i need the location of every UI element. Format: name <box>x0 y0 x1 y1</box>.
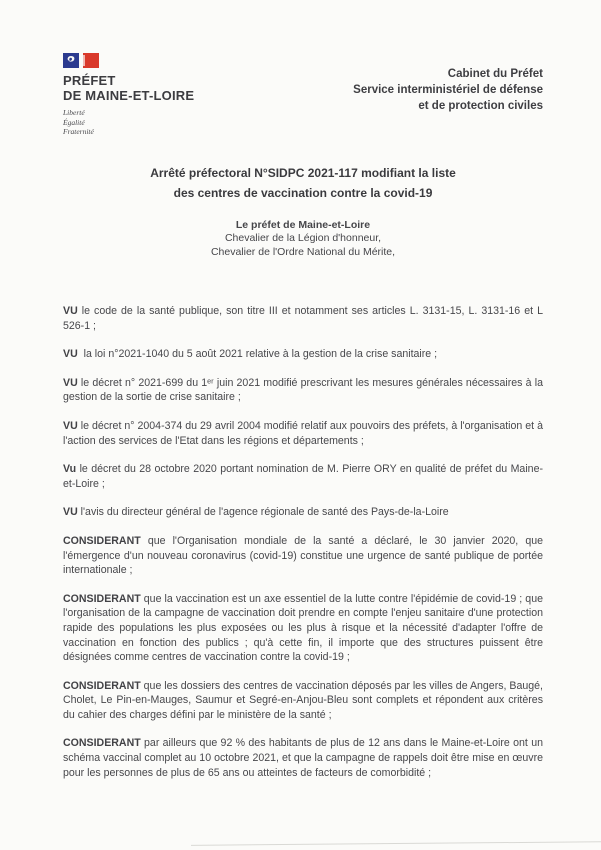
signing-authority <box>63 219 543 260</box>
republic-motto <box>63 108 243 137</box>
recital-paragraph-vu-5 <box>63 462 543 491</box>
recital-lead: CONSIDERANT <box>63 679 141 692</box>
scan-artifact-line <box>191 841 601 846</box>
recital-lead: CONSIDERANT <box>63 737 141 750</box>
recital-paragraph-considerant-1 <box>63 534 543 578</box>
document-title-line1: Arrêté préfectoral N°SIDPC 2021-117 modifiant la liste <box>150 165 456 180</box>
recital-lead: CONSIDERANT <box>63 534 141 547</box>
recital-lead: VU <box>63 305 78 317</box>
recital-paragraph-vu-3 <box>63 376 543 405</box>
recital-text: l'avis du directeur général de l'agence régionale de santé des Pays-de-la-Loire <box>80 506 449 519</box>
recital-lead: VU <box>63 506 78 519</box>
motto-fraternite: Fraternité <box>63 127 94 136</box>
recital-lead: VU <box>63 419 78 432</box>
recitals-section <box>63 304 543 780</box>
recital-paragraph-considerant-3 <box>63 679 543 723</box>
authority-title2: Chevalier de l'Ordre National du Mérite, <box>210 245 396 258</box>
motto-egalite: Égalité <box>63 117 85 127</box>
recital-text: le décret n° 2004-374 du 29 avril 2004 modifié relatif aux pouvoirs des préfets, à l'organisation et à l'action des services de l'Etat dans les régions et départements ; <box>63 419 543 447</box>
recital-paragraph-vu-4 <box>63 419 543 448</box>
recital-paragraph-considerant-2 <box>63 592 543 665</box>
recital-text: la loi n°2021-1040 du 5 août 2021 relative à la gestion de la crise sanitaire ; <box>83 348 438 361</box>
document-header <box>63 52 543 137</box>
office-line1: Cabinet du Préfet <box>447 68 543 80</box>
recital-lead: VU <box>63 348 78 361</box>
prefecture-name-line2: DE MAINE-ET-LOIRE <box>63 88 195 103</box>
recital-text: le décret n° 2021-699 du 1ᵉʳ juin 2021 modifié prescrivant les mesures générales nécessaires à la gestion de la sortie de crise sanitaire ; <box>63 376 543 404</box>
recital-lead: VU <box>63 376 78 389</box>
recital-text: que l'Organisation mondiale de la santé a déclaré, le 30 janvier 2020, que l'émergence d'un nouveau coronavirus (covid-19) constitue une urgence de santé publique de portée internationale ; <box>63 534 544 577</box>
government-logo-block <box>63 52 243 137</box>
recital-text: que la vaccination est un axe essentiel de la lutte contre l'épidémie de covid-19 ; que l'organisation de la campagne de vaccination doit prendre en compte l'enjeu sanitaire d'une protection rapide des populations les plus exposées ou les plus à risque et la nécessité d'adapter l'offre de vaccination en fonction des publics ; qu'à cette fin, il importe que des structures puissent être désignées comme centres de vaccination contre la covid-19 ; <box>63 592 543 664</box>
recital-paragraph-considerant-4 <box>63 736 543 780</box>
recital-lead: CONSIDERANT <box>63 592 141 605</box>
recital-text: le décret du 28 octobre 2020 portant nomination de M. Pierre ORY en qualité de préfet du Maine-et-Loire ; <box>63 463 543 490</box>
recital-lead: Vu <box>63 463 77 476</box>
prefecture-name <box>63 73 243 103</box>
recital-text: le code de la santé publique, son titre III et notamment ses articles L. 3131-15, L. 3131-16 et L 526-1 ; <box>63 305 543 332</box>
french-flag-icon <box>63 52 101 69</box>
document-title-line2: des centres de vaccination contre la covid-19 <box>173 185 433 200</box>
authority-title1: Chevalier de la Légion d'honneur, <box>224 232 382 244</box>
recital-text: que les dossiers des centres de vaccination déposés par les villes de Angers, Baugé, Cholet, Le Pin-en-Mauges, Saumur et Segré-en-Anjou-Bleu sont complets et répondent aux critères du cahier des charges défini par le ministère de la santé ; <box>63 679 543 721</box>
prefecture-name-line1: PRÉFET <box>63 73 116 88</box>
motto-liberte: Liberté <box>63 108 85 117</box>
recital-paragraph-vu-1 <box>63 304 543 333</box>
office-line2: Service interministériel de défense <box>353 84 543 96</box>
authority-name: Le préfet de Maine-et-Loire <box>235 218 371 231</box>
office-line3: et de protection civiles <box>418 100 543 112</box>
document-title <box>63 163 543 203</box>
recital-paragraph-vu-2 <box>63 347 543 362</box>
recital-paragraph-vu-6 <box>63 505 543 520</box>
issuing-office <box>353 66 543 114</box>
recital-text: par ailleurs que 92 % des habitants de plus de 12 ans dans le Maine-et-Loire ont un schéma vaccinal complet au 10 octobre 2021, et que la campagne de rappels doit être mise en œuvre pour les personnes de plus de 65 ans ou atteintes de facteurs de comorbidité ; <box>63 737 543 779</box>
